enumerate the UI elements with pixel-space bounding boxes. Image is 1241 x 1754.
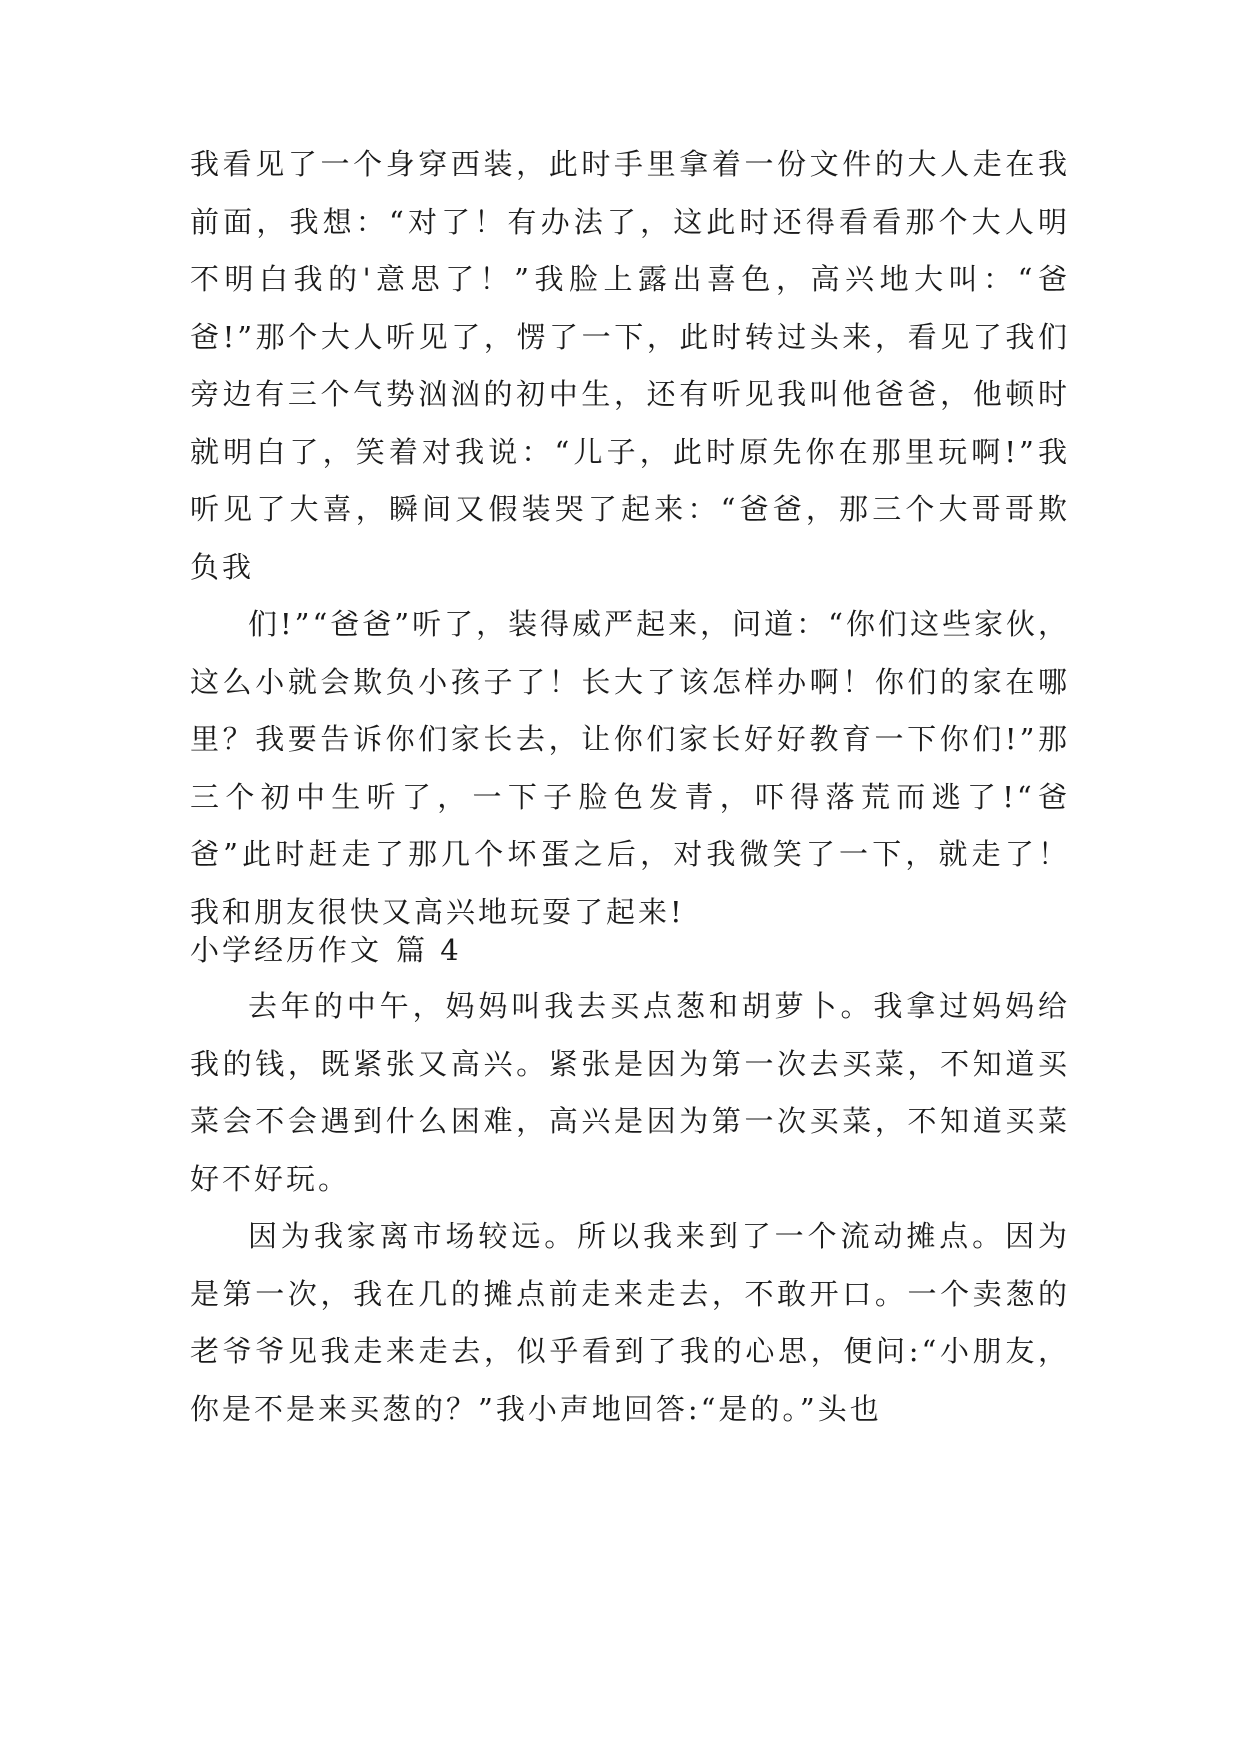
essay-section-4 <box>190 978 1070 1438</box>
body-paragraph-3: 去年的中午，妈妈叫我去买点葱和胡萝卜。我拿过妈妈给我的钱，既紧张又高兴。紧张是因为第一次去买菜，不知道买菜会不会遇到什么困难，高兴是因为第一次买菜，不知道买菜好不好玩。 <box>190 989 1070 1196</box>
body-paragraph-1: 我看见了一个身穿西装，此时手里拿着一份文件的大人走在我前面，我想：“对了！有办法了，这此时还得看看那个大人明不明白我的'意思了！”我脸上露出喜色，高兴地大叫：“爸爸!”那个大人听见了，愣了一下，此时转过头来，看见了我们旁边有三个气势汹汹的初中生，还有听见我叫他爸爸，他顿时就明白了，笑着对我说：“儿子，此时原先你在那里玩啊!”我听见了大喜，瞬间又假装哭了起来：“爸爸，那三个大哥哥欺负我 <box>190 147 1070 584</box>
story-continuation <box>190 136 1070 941</box>
body-paragraph-2: 们!”“爸爸”听了，装得威严起来，问道：“你们这些家伙，这么小就会欺负小孩子了！长大了该怎样办啊！你们的家在哪里？我要告诉你们家长去，让你们家长好好教育一下你们!”那三个初中生听了，一下子脸色发青，吓得落荒而逃了!“爸爸”此时赶走了那几个坏蛋之后，对我微笑了一下，就走了！我和朋友很快又高兴地玩耍了起来! <box>190 607 1070 929</box>
body-paragraph-4: 因为我家离市场较远。所以我来到了一个流动摊点。因为是第一次，我在几的摊点前走来走去，不敢开口。一个卖葱的老爷爷见我走来走去，似乎看到了我的心思，便问:“小朋友，你是不是来买葱的？”我小声地回答:“是的。”头也 <box>190 1219 1070 1426</box>
section-number: 篇 4 <box>396 933 462 967</box>
section-title: 小学经历作文 <box>190 933 383 967</box>
section-heading <box>190 922 1070 980</box>
